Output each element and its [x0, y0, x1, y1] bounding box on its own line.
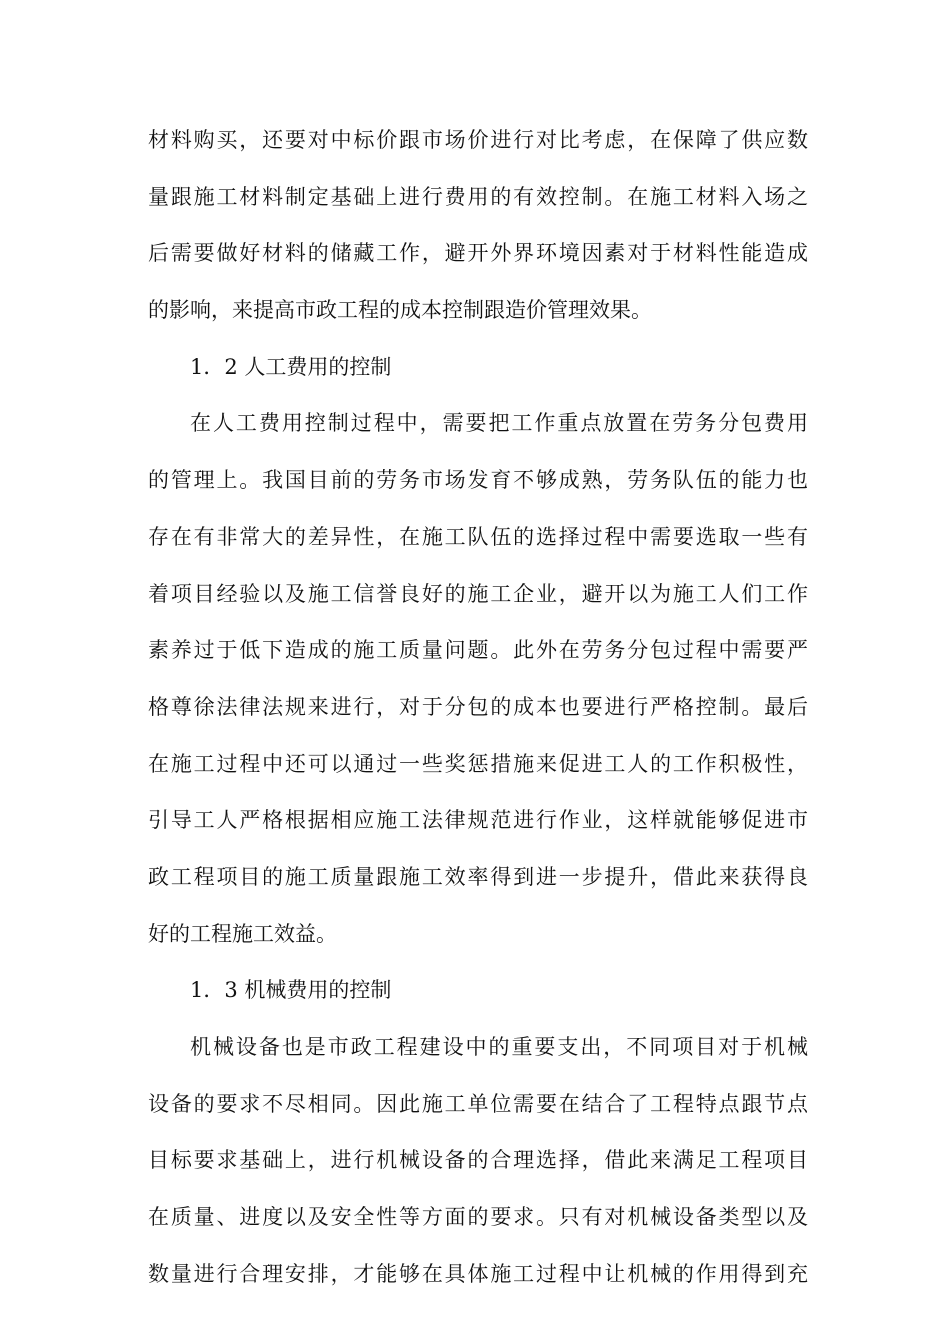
paragraph-line: 的影响，来提高市政工程的成本控制跟造价管理效果。	[148, 298, 652, 323]
paragraph-line: 目标要求基础上，进行机械设备的合理选择，借此来满足工程项目	[148, 1148, 808, 1173]
paragraph-line: 后需要做好材料的储藏工作，避开外界环境因素对于材料性能造成	[148, 241, 808, 266]
paragraph-line: 格尊徐法律法规来进行，对于分包的成本也要进行严格控制。最后	[148, 694, 808, 719]
paragraph-line: 在质量、进度以及安全性等方面的要求。只有对机械设备类型以及	[148, 1205, 808, 1230]
paragraph-line: 政工程项目的施工质量跟施工效率得到进一步提升，借此来获得良	[148, 864, 808, 889]
paragraph-line: 引导工人严格根据相应施工法律规范进行作业，这样就能够促进市	[148, 808, 808, 833]
paragraph-line: 着项目经验以及施工信誉良好的施工企业，避开以为施工人们工作	[148, 581, 808, 606]
paragraph-line: 数量进行合理安排，才能够在具体施工过程中让机械的作用得到充	[148, 1261, 808, 1286]
section-heading-1-2: 1．2 人工费用的控制	[190, 354, 392, 379]
paragraph-line: 材料购买，还要对中标价跟市场价进行对比考虑，在保障了供应数	[148, 128, 808, 152]
paragraph-line: 在人工费用控制过程中，需要把工作重点放置在劳务分包费用	[190, 411, 808, 436]
paragraph-line: 素养过于低下造成的施工质量问题。此外在劳务分包过程中需要严	[148, 638, 808, 663]
section-heading-1-3: 1．3 机械费用的控制	[190, 978, 392, 1003]
paragraph-line: 好的工程施工效益。	[148, 921, 337, 946]
paragraph-line: 量跟施工材料制定基础上进行费用的有效控制。在施工材料入场之	[148, 184, 808, 209]
paragraph-line: 设备的要求不尽相同。因此施工单位需要在结合了工程特点跟节点	[148, 1091, 808, 1116]
document-page	[148, 112, 808, 1302]
paragraph-line: 在施工过程中还可以通过一些奖惩措施来促进工人的工作积极性，	[148, 751, 808, 776]
paragraph-line: 机械设备也是市政工程建设中的重要支出，不同项目对于机械	[190, 1035, 808, 1059]
paragraph-line: 存在有非常大的差异性，在施工队伍的选择过程中需要选取一些有	[148, 524, 808, 549]
paragraph-line: 的管理上。我国目前的劳务市场发育不够成熟，劳务队伍的能力也	[148, 468, 808, 493]
